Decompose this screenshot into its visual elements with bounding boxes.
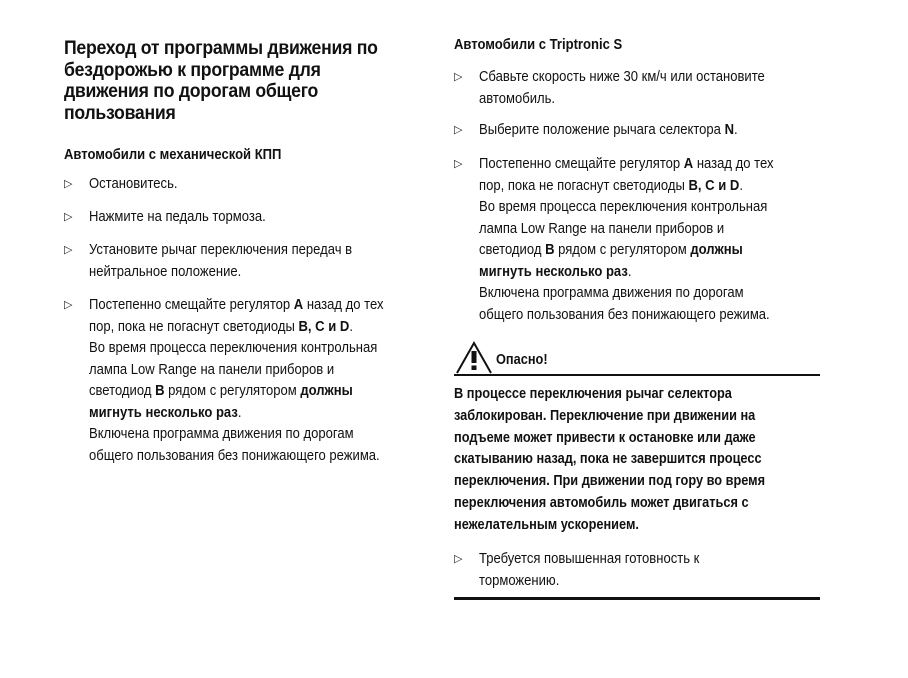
step-item [64,174,444,196]
title-line: бездорожью к программе для [64,59,321,81]
title-line: движения по дорогам общего [64,81,319,102]
triangle-bullet-icon: ▷ [454,553,463,565]
warning-text: В процессе переключения рычаг селектора заблокирован. Переключение при движении на подъеме может привести к остановке или даже скатыванию назад, пока не завершится процесс переключения. При движении под гору во время переключения автомобиль может двигаться с нежелательным ускорением. [454,386,766,533]
step-text: автомобиль. [479,90,556,107]
step-item [454,120,834,142]
warning-label: Опасно! [496,352,548,368]
step-text: торможению. [479,572,560,589]
step-item [64,207,444,229]
step-text: Остановитесь. [89,176,178,192]
step-text: нейтральное положение. [89,263,242,280]
step-item [64,240,444,283]
subheading-triptronic: Автомобили с Triptronic S [454,37,623,53]
step-text: Установите рычаг переключения передач в [89,242,353,258]
warning-end-rule [454,597,820,600]
step-item [64,295,444,467]
triangle-bullet-icon: ▷ [454,71,463,83]
warning-rule [454,374,820,376]
triangle-bullet-icon: ▷ [64,244,73,256]
step-text: Постепенно смещайте регулятор A назад до тех пор, пока не погаснут светодиоды B, C и D. Во время процесса переключения контрольная лампа Low Range на панели приборов и светодиод B рядом с регулятором должны мигнуть несколько раз. Включена программа движения по дорогам общего пользования без понижающего режима. [479,156,774,323]
title-line: пользования [64,102,176,124]
warning-header [454,340,820,376]
step-text: Нажмите на педаль тормоза. [89,209,266,225]
warning-triangle-icon [454,340,494,374]
subheading-manual: Автомобили с механической КПП [64,147,282,163]
triangle-bullet-icon: ▷ [454,124,463,136]
triangle-bullet-icon: ▷ [64,299,73,311]
step-text: Требуется повышенная готовность к [479,551,700,567]
step-text: Выберите положение рычага селектора N. [479,122,738,138]
warning-step-item [454,549,834,592]
triangle-bullet-icon: ▷ [454,158,463,170]
triangle-bullet-icon: ▷ [64,178,73,190]
section-title [64,38,408,124]
title-line: Переход от программы движения по [64,38,378,59]
triangle-bullet-icon: ▷ [64,211,73,223]
step-text: Сбавьте скорость ниже 30 км/ч или остановите [479,69,765,85]
step-text: Постепенно смещайте регулятор A назад до тех пор, пока не погаснут светодиоды B, C и D. Во время процесса переключения контрольная лампа Low Range на панели приборов и светодиод B рядом с регулятором должны мигнуть несколько раз. Включена программа движения по дорогам общего пользования без понижающего режима. [89,297,384,464]
step-item [454,154,834,326]
step-item [454,67,834,110]
